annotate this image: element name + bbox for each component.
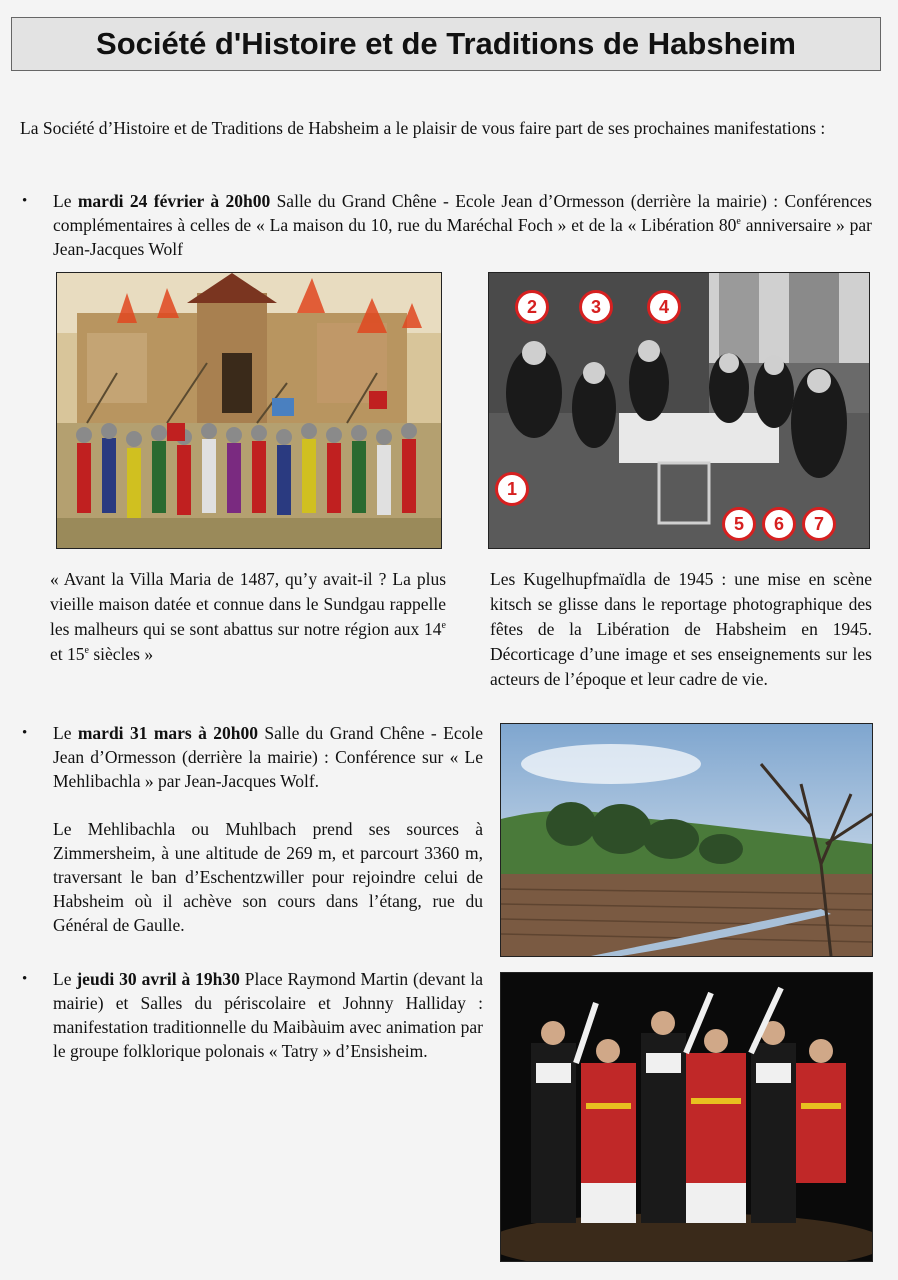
event-2-text: Le mardi 31 mars à 20h00 Salle du Grand Chêne - Ecole Jean d’Ormesson (derrière la mairie) : Conférence sur « Le Mehlibachla » par Jean-Jacques Wolf. [53,723,483,791]
event-2-date: mardi 31 mars à 20h00 [77,723,259,743]
event-1-date: mardi 24 février à 20h00 [77,191,271,211]
event-1-text: Le mardi 24 février à 20h00 Salle du Grand Chêne - Ecole Jean d’Ormesson (derrière la mairie) : Conférences complémentaires à celles de « La maison du 10, rue du Maréchal Foch » et de la « Libération 80e anniversaire » par Jean-Jacques Wolf [53,191,872,259]
event-2-description: Le Mehlibachla ou Muhlbach prend ses sources à Zimmersheim, à une altitude de 269 m, et parcourt 3360 m, traversant le ban d’Eschentzwiller pour rejoindre celui de Habsheim où il achève son cours dans l’étang, rue du Général de Gaulle. [53,819,483,935]
bullet-event-3: • [22,971,28,987]
caption-kugelhupfmaidla: Les Kugelhupfmaïdla de 1945 : une mise en scène kitsch se glisse dans le reportage photographique des fêtes de la Libération de Habsheim en 1945. Décorticage d’une image et ses enseignements sur les acteurs de l’époque et leur cadre de vie. [490,569,872,689]
bullet-event-2: • [22,725,28,741]
medieval-battle-painting [56,272,442,549]
photo-badge-7: 7 [802,507,836,541]
photo-badge-3: 3 [579,290,613,324]
page-title: Société d'Histoire et de Traditions de Habsheim [11,17,881,71]
photo-badge-4: 4 [647,290,681,324]
photo-badge-6: 6 [762,507,796,541]
event-3-text: Le jeudi 30 avril à 19h30 Place Raymond Martin (devant la mairie) et Salles du périscolaire et Johnny Halliday : manifestation traditionnelle du Maibàuim avec animation par le groupe folklorique polonais « Tatry » d’Ensisheim. [53,969,483,1061]
photo-badge-5: 5 [722,507,756,541]
caption-villa-maria: « Avant la Villa Maria de 1487, qu’y avait-il ? La plus vieille maison datée et connue dans le Sundgau rappelle les malheurs qui se sont abattus sur notre région aux 14e et 15e siècles » [50,569,446,664]
event-3-date: jeudi 30 avril à 19h30 [76,969,240,989]
intro-paragraph: La Société d’Histoire et de Traditions de Habsheim a le plaisir de vous faire part de ses prochaines manifestations : [20,118,826,138]
tatry-folk-dancers-photo [500,972,873,1262]
bullet-event-1: • [22,193,28,209]
photo-badge-1: 1 [495,472,529,506]
mehlibachla-stream-photo [500,723,873,957]
photo-badge-2: 2 [515,290,549,324]
